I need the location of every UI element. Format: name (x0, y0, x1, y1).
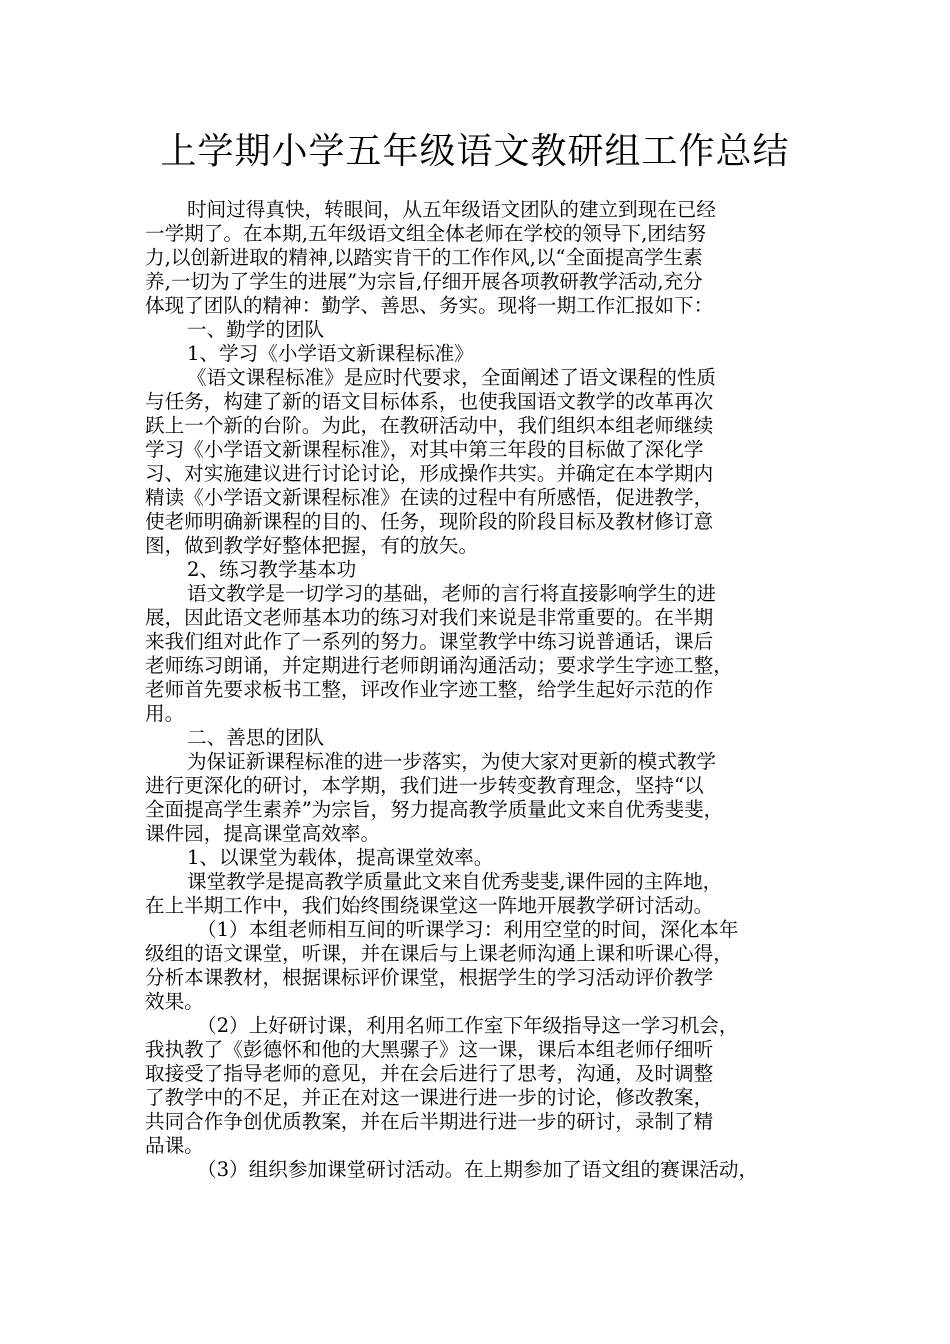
body-text-line: 一学期了。在本期,五年级语文组全体老师在学校的领导下,团结努 (145, 222, 707, 245)
body-text-line: 分析本课教材，根据课标评价课堂，根据学生的学习活动评价教学 (145, 966, 714, 989)
body-text-line: 级组的语文课堂，听课，并在课后与上课老师沟通上课和听课心得， (145, 942, 733, 965)
body-text-line: 品课。 (145, 1134, 204, 1157)
body-text-line: 进行更深化的研讨，本学期，我们进一步转变教育理念，坚持“以 (145, 774, 704, 797)
body-text-line: 1、以课堂为载体，提高课堂效率。 (187, 846, 494, 869)
body-text-line: 课堂教学是提高教学质量此文来自优秀斐斐,课件园的主阵地， (187, 870, 723, 893)
body-text-line: 体现了团队的精神：勤学、善思、务实。现将一期工作汇报如下： (145, 294, 714, 317)
body-text-line: 跃上一个新的台阶。为此，在教研活动中，我们组织本组老师继续 (145, 414, 714, 437)
body-text-line: 为保证新课程标准的进一步落实，为使大家对更新的模式教学 (187, 750, 717, 773)
body-text-line: （3）组织参加课堂研讨活动。在上期参加了语文组的赛课活动， (197, 1158, 759, 1181)
body-text-line: 取接受了指导老师的意见，并在会后进行了思考，沟通，及时调整 (145, 1062, 714, 1085)
body-text-line: 课件园，提高课堂高效率。 (145, 822, 381, 845)
body-text-line: 养,一切为了学生的进展”为宗旨,仔细开展各项教研教学活动,充分 (145, 270, 703, 293)
body-text-line: 效果。 (145, 990, 204, 1013)
body-text-line: 时间过得真快，转眼间，从五年级语文团队的建立到现在已经 (187, 198, 717, 221)
body-text-line: 学习《小学语文新课程标准》，对其中第三年段的目标做了深化学 (145, 438, 704, 461)
body-text-line: 图，做到教学好整体把握，有的放矢。 (145, 534, 479, 557)
body-text-line: 来我们组对此作了一系列的努力。课堂教学中练习说普通话，课后 (145, 630, 714, 653)
body-text-line: 力,以创新进取的精神,以踏实肯干的工作作风,以“全面提高学生素 (145, 246, 703, 269)
body-text-line: 使老师明确新课程的目的、任务，现阶段的阶段目标及教材修订意 (145, 510, 714, 533)
body-text-line: 我执教了《彭德怀和他的大黑骡子》这一课，课后本组老师仔细听 (145, 1038, 714, 1061)
body-text-line: 二、善思的团队 (187, 726, 325, 749)
body-text-line: 2、练习教学基本功 (187, 558, 357, 581)
body-text-line: 语文教学是一切学习的基础，老师的言行将直接影响学生的进 (187, 582, 717, 605)
document-title: 上学期小学五年级语文教研组工作总结 (160, 131, 790, 172)
body-text-line: 用。 (145, 702, 185, 725)
body-text-line: 老师练习朗诵，并定期进行老师朗诵沟通活动；要求学生字迹工整， (145, 654, 733, 677)
body-text-line: 了教学中的不足，并正在对这一课进行进一步的讨论，修改教案， (145, 1086, 714, 1109)
body-text-line: 展，因此语文老师基本功的练习对我们来说是非常重要的。在半期 (145, 606, 714, 629)
body-text-line: 在上半期工作中，我们始终围绕课堂这一阵地开展教学研讨活动。 (145, 894, 714, 917)
body-text-line: 习、对实施建议进行讨论讨论，形成操作共实。并确定在本学期内 (145, 462, 714, 485)
body-text-line: 一、勤学的团队 (187, 318, 325, 341)
body-text-line: 老师首先要求板书工整，评改作业字迹工整，给学生起好示范的作 (145, 678, 714, 701)
body-text-line: 与任务，构建了新的语文目标体系，也使我国语文教学的改革再次 (145, 390, 714, 413)
document-body (145, 198, 805, 1182)
body-text-line: （2）上好研讨课，利用名师工作室下年级指导这一学习机会， (197, 1014, 739, 1037)
body-text-line: 全面提高学生素养”为宗旨，努力提高教学质量此文来自优秀斐斐， (145, 798, 724, 821)
body-text-line: 1、学习《小学语文新课程标准》 (187, 342, 474, 365)
body-text-line: 共同合作争创优质教案，并在后半期进行进一步的研讨，录制了精 (145, 1110, 714, 1133)
body-text-line: 精读《小学语文新课程标准》在读的过程中有所感悟，促进教学， (145, 486, 714, 509)
body-text-line: 《语文课程标准》是应时代要求，全面阐述了语文课程的性质 (187, 366, 717, 389)
body-text-line: （1）本组老师相互间的听课学习：利用空堂的时间，深化本年 (197, 918, 739, 941)
